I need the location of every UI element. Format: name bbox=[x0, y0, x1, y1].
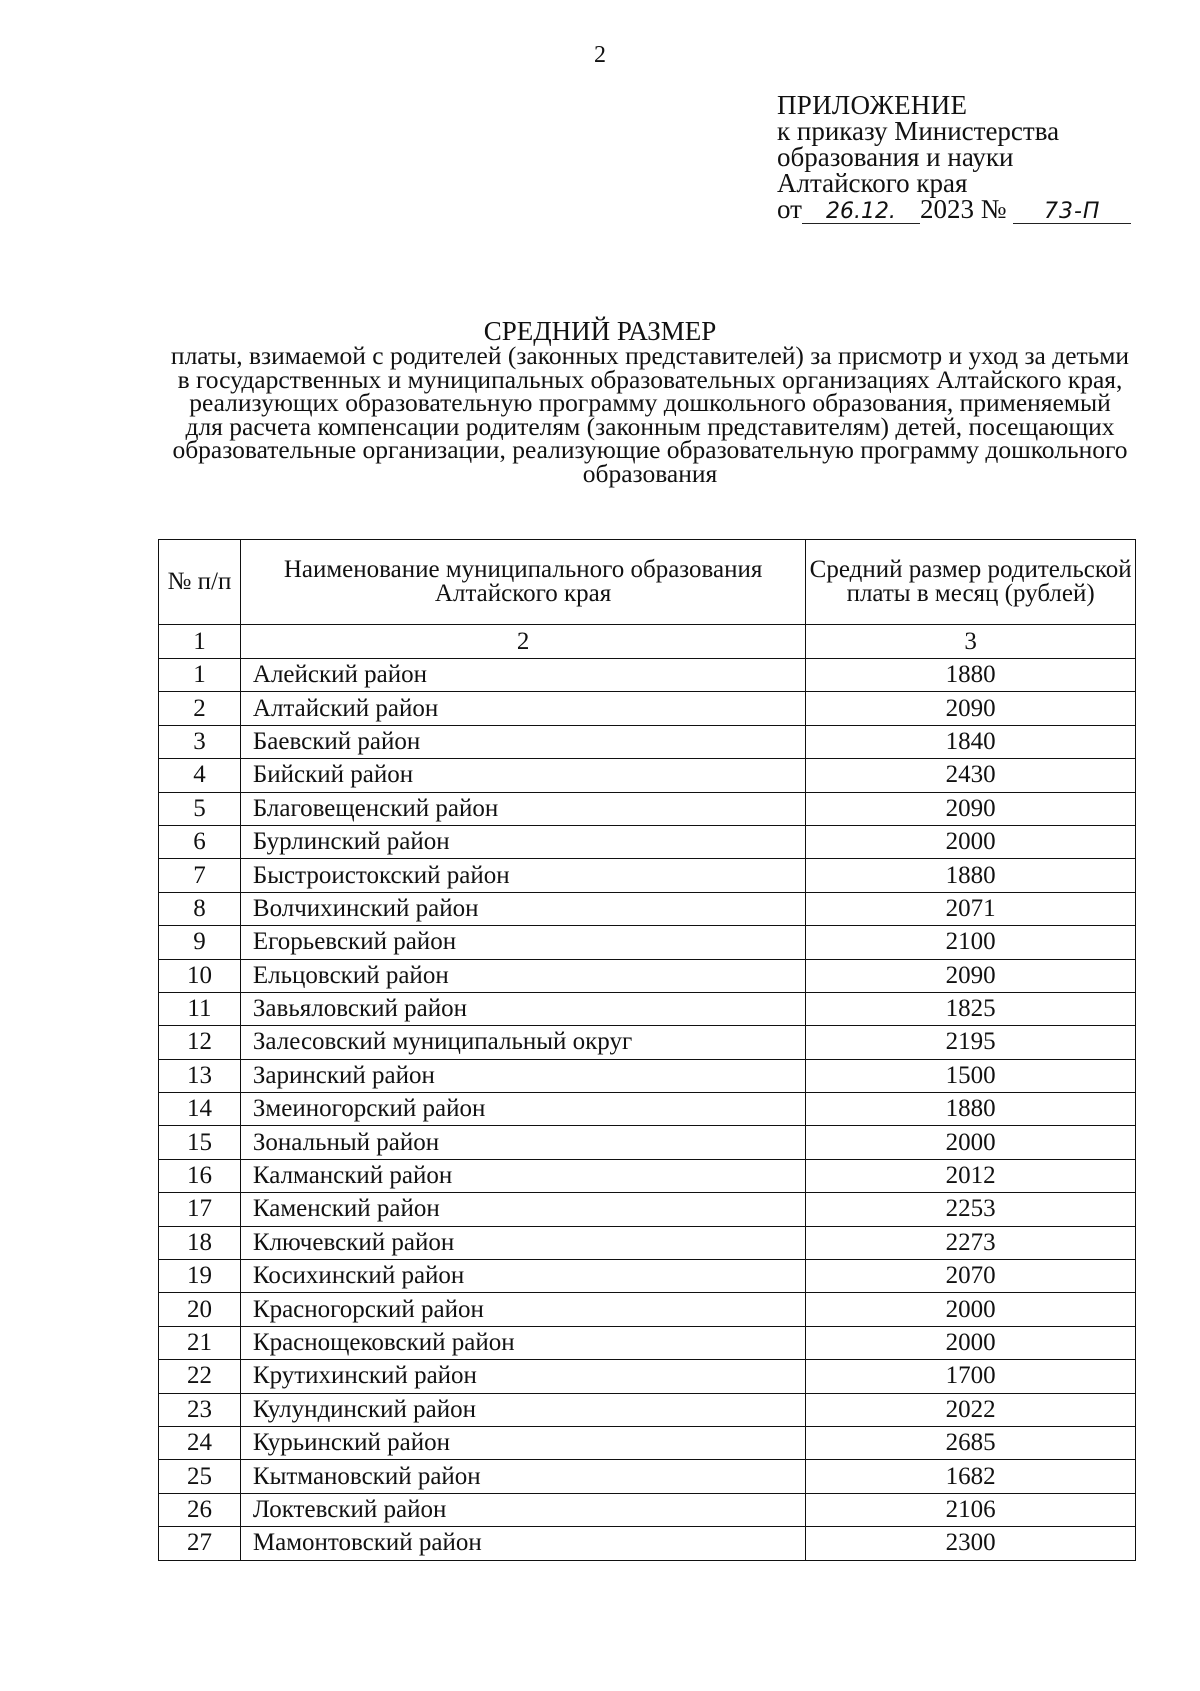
appendix-line-3: Алтайского края bbox=[777, 168, 968, 198]
municipality-name: Бурлинский район bbox=[240, 825, 805, 858]
row-number: 19 bbox=[159, 1260, 241, 1293]
municipality-name: Заринский район bbox=[240, 1059, 805, 1092]
municipality-name: Калманский район bbox=[240, 1159, 805, 1192]
row-number: 26 bbox=[159, 1493, 241, 1526]
appendix-line-2: образования и науки bbox=[777, 142, 1014, 172]
column-index: 3 bbox=[806, 625, 1136, 659]
row-number: 16 bbox=[159, 1159, 241, 1192]
row-number: 9 bbox=[159, 926, 241, 959]
row-number: 17 bbox=[159, 1193, 241, 1226]
table-row bbox=[159, 859, 1136, 892]
municipality-name: Баевский район bbox=[240, 725, 805, 758]
table-row bbox=[159, 1193, 1136, 1226]
municipality-name: Благовещенский район bbox=[240, 792, 805, 825]
municipality-name: Алейский район bbox=[240, 659, 805, 692]
row-number: 15 bbox=[159, 1126, 241, 1159]
average-fee-value: 2012 bbox=[806, 1159, 1136, 1192]
municipality-name: Змеиногорский район bbox=[240, 1093, 805, 1126]
municipality-name: Красногорский район bbox=[240, 1293, 805, 1326]
average-fee-value: 2253 bbox=[806, 1193, 1136, 1226]
table-row bbox=[159, 1460, 1136, 1493]
row-number: 8 bbox=[159, 892, 241, 925]
average-fee-value: 2090 bbox=[806, 792, 1136, 825]
municipality-name: Мамонтовский район bbox=[240, 1527, 805, 1560]
table-row bbox=[159, 1426, 1136, 1459]
order-year: 2023 № bbox=[919, 194, 1007, 224]
row-number: 24 bbox=[159, 1426, 241, 1459]
average-fee-value: 2070 bbox=[806, 1260, 1136, 1293]
table-row bbox=[159, 1527, 1136, 1560]
table-row bbox=[159, 1326, 1136, 1359]
table-row bbox=[159, 825, 1136, 858]
average-fee-value: 2000 bbox=[806, 1326, 1136, 1359]
row-number: 23 bbox=[159, 1393, 241, 1426]
row-number: 10 bbox=[159, 959, 241, 992]
header-average-fee: Средний размер родительской платы в месяц (рублей) bbox=[806, 540, 1136, 625]
row-number: 20 bbox=[159, 1293, 241, 1326]
municipality-name: Егорьевский район bbox=[240, 926, 805, 959]
municipality-name: Алтайский район bbox=[240, 692, 805, 725]
date-prefix: от bbox=[777, 194, 802, 224]
table-header-row bbox=[159, 540, 1136, 625]
row-number: 1 bbox=[159, 659, 241, 692]
municipality-name: Краснощековский район bbox=[240, 1326, 805, 1359]
average-fee-value: 1840 bbox=[806, 725, 1136, 758]
table-row bbox=[159, 959, 1136, 992]
average-fee-value: 2000 bbox=[806, 1126, 1136, 1159]
document-subtitle: платы, взимаемой с родителей (законных представителей) за присмотр и уход за детьми в государственных и муниципальных образовательных организациях Алтайского края, реализующих образовательную программу дошкольного образования, применяемый для расчета компенсации родителям (законным представителям) детей, посещающих образовательные организации, реализующие образовательную программу дошкольного образования bbox=[170, 341, 1130, 488]
row-number: 13 bbox=[159, 1059, 241, 1092]
table-row bbox=[159, 1393, 1136, 1426]
row-number: 11 bbox=[159, 992, 241, 1025]
average-fee-value: 2000 bbox=[806, 1293, 1136, 1326]
handwritten-order-number: 73-П bbox=[1013, 201, 1131, 224]
row-number: 2 bbox=[159, 692, 241, 725]
average-fee-value: 1880 bbox=[806, 859, 1136, 892]
average-fee-value: 2000 bbox=[806, 825, 1136, 858]
row-number: 22 bbox=[159, 1360, 241, 1393]
table-row bbox=[159, 1059, 1136, 1092]
average-fee-value: 2090 bbox=[806, 959, 1136, 992]
table-row bbox=[159, 1126, 1136, 1159]
column-index: 1 bbox=[159, 625, 241, 659]
row-number: 6 bbox=[159, 825, 241, 858]
table-row bbox=[159, 1026, 1136, 1059]
average-fee-value: 1825 bbox=[806, 992, 1136, 1025]
row-number: 18 bbox=[159, 1226, 241, 1259]
municipality-name: Каменский район bbox=[240, 1193, 805, 1226]
table-row bbox=[159, 1226, 1136, 1259]
average-fee-value: 2273 bbox=[806, 1226, 1136, 1259]
municipality-name: Курьинский район bbox=[240, 1426, 805, 1459]
municipality-name: Кытмановский район bbox=[240, 1460, 805, 1493]
appendix-block bbox=[777, 92, 1131, 224]
table-row bbox=[159, 1260, 1136, 1293]
row-number: 12 bbox=[159, 1026, 241, 1059]
table-row bbox=[159, 725, 1136, 758]
table-row bbox=[159, 692, 1136, 725]
table-row bbox=[159, 759, 1136, 792]
average-fee-value: 1880 bbox=[806, 1093, 1136, 1126]
appendix-date-line bbox=[777, 196, 1131, 224]
column-index: 2 bbox=[240, 625, 805, 659]
handwritten-date: 26.12. bbox=[802, 201, 920, 224]
average-fee-value: 1700 bbox=[806, 1360, 1136, 1393]
header-municipality: Наименование муниципального образования Алтайского края bbox=[240, 540, 805, 625]
municipality-name: Ключевский район bbox=[240, 1226, 805, 1259]
municipality-name: Кулундинский район bbox=[240, 1393, 805, 1426]
row-number: 5 bbox=[159, 792, 241, 825]
municipality-name: Залесовский муниципальный округ bbox=[240, 1026, 805, 1059]
row-number: 4 bbox=[159, 759, 241, 792]
header-number: № п/п bbox=[159, 540, 241, 625]
municipality-name: Ельцовский район bbox=[240, 959, 805, 992]
municipality-name: Бийский район bbox=[240, 759, 805, 792]
municipality-name: Косихинский район bbox=[240, 1260, 805, 1293]
average-fee-value: 2430 bbox=[806, 759, 1136, 792]
average-fee-value: 2100 bbox=[806, 926, 1136, 959]
rates-table bbox=[158, 539, 1136, 1561]
average-fee-value: 1880 bbox=[806, 659, 1136, 692]
average-fee-value: 2195 bbox=[806, 1026, 1136, 1059]
appendix-line-1: к приказу Министерства bbox=[777, 116, 1060, 146]
row-number: 25 bbox=[159, 1460, 241, 1493]
table-row bbox=[159, 792, 1136, 825]
page-number: 2 bbox=[594, 42, 606, 68]
municipality-name: Локтевский район bbox=[240, 1493, 805, 1526]
municipality-name: Волчихинский район bbox=[240, 892, 805, 925]
average-fee-value: 2022 bbox=[806, 1393, 1136, 1426]
table-row bbox=[159, 1293, 1136, 1326]
average-fee-value: 2106 bbox=[806, 1493, 1136, 1526]
column-index-row bbox=[159, 625, 1136, 659]
average-fee-value: 2300 bbox=[806, 1527, 1136, 1560]
table-row bbox=[159, 1360, 1136, 1393]
appendix-title: ПРИЛОЖЕНИЕ bbox=[777, 90, 968, 120]
average-fee-value: 1682 bbox=[806, 1460, 1136, 1493]
municipality-name: Завьяловский район bbox=[240, 992, 805, 1025]
table-row bbox=[159, 1159, 1136, 1192]
table-row bbox=[159, 892, 1136, 925]
row-number: 14 bbox=[159, 1093, 241, 1126]
row-number: 21 bbox=[159, 1326, 241, 1359]
average-fee-value: 1500 bbox=[806, 1059, 1136, 1092]
row-number: 7 bbox=[159, 859, 241, 892]
row-number: 3 bbox=[159, 725, 241, 758]
row-number: 27 bbox=[159, 1527, 241, 1560]
document-title: СРЕДНИЙ РАЗМЕР bbox=[483, 316, 717, 346]
table-row bbox=[159, 992, 1136, 1025]
table-row bbox=[159, 926, 1136, 959]
municipality-name: Быстроистокский район bbox=[240, 859, 805, 892]
table-row bbox=[159, 1093, 1136, 1126]
average-fee-value: 2090 bbox=[806, 692, 1136, 725]
municipality-name: Крутихинский район bbox=[240, 1360, 805, 1393]
average-fee-value: 2685 bbox=[806, 1426, 1136, 1459]
table-row bbox=[159, 1493, 1136, 1526]
table-row bbox=[159, 659, 1136, 692]
average-fee-value: 2071 bbox=[806, 892, 1136, 925]
municipality-name: Зональный район bbox=[240, 1126, 805, 1159]
